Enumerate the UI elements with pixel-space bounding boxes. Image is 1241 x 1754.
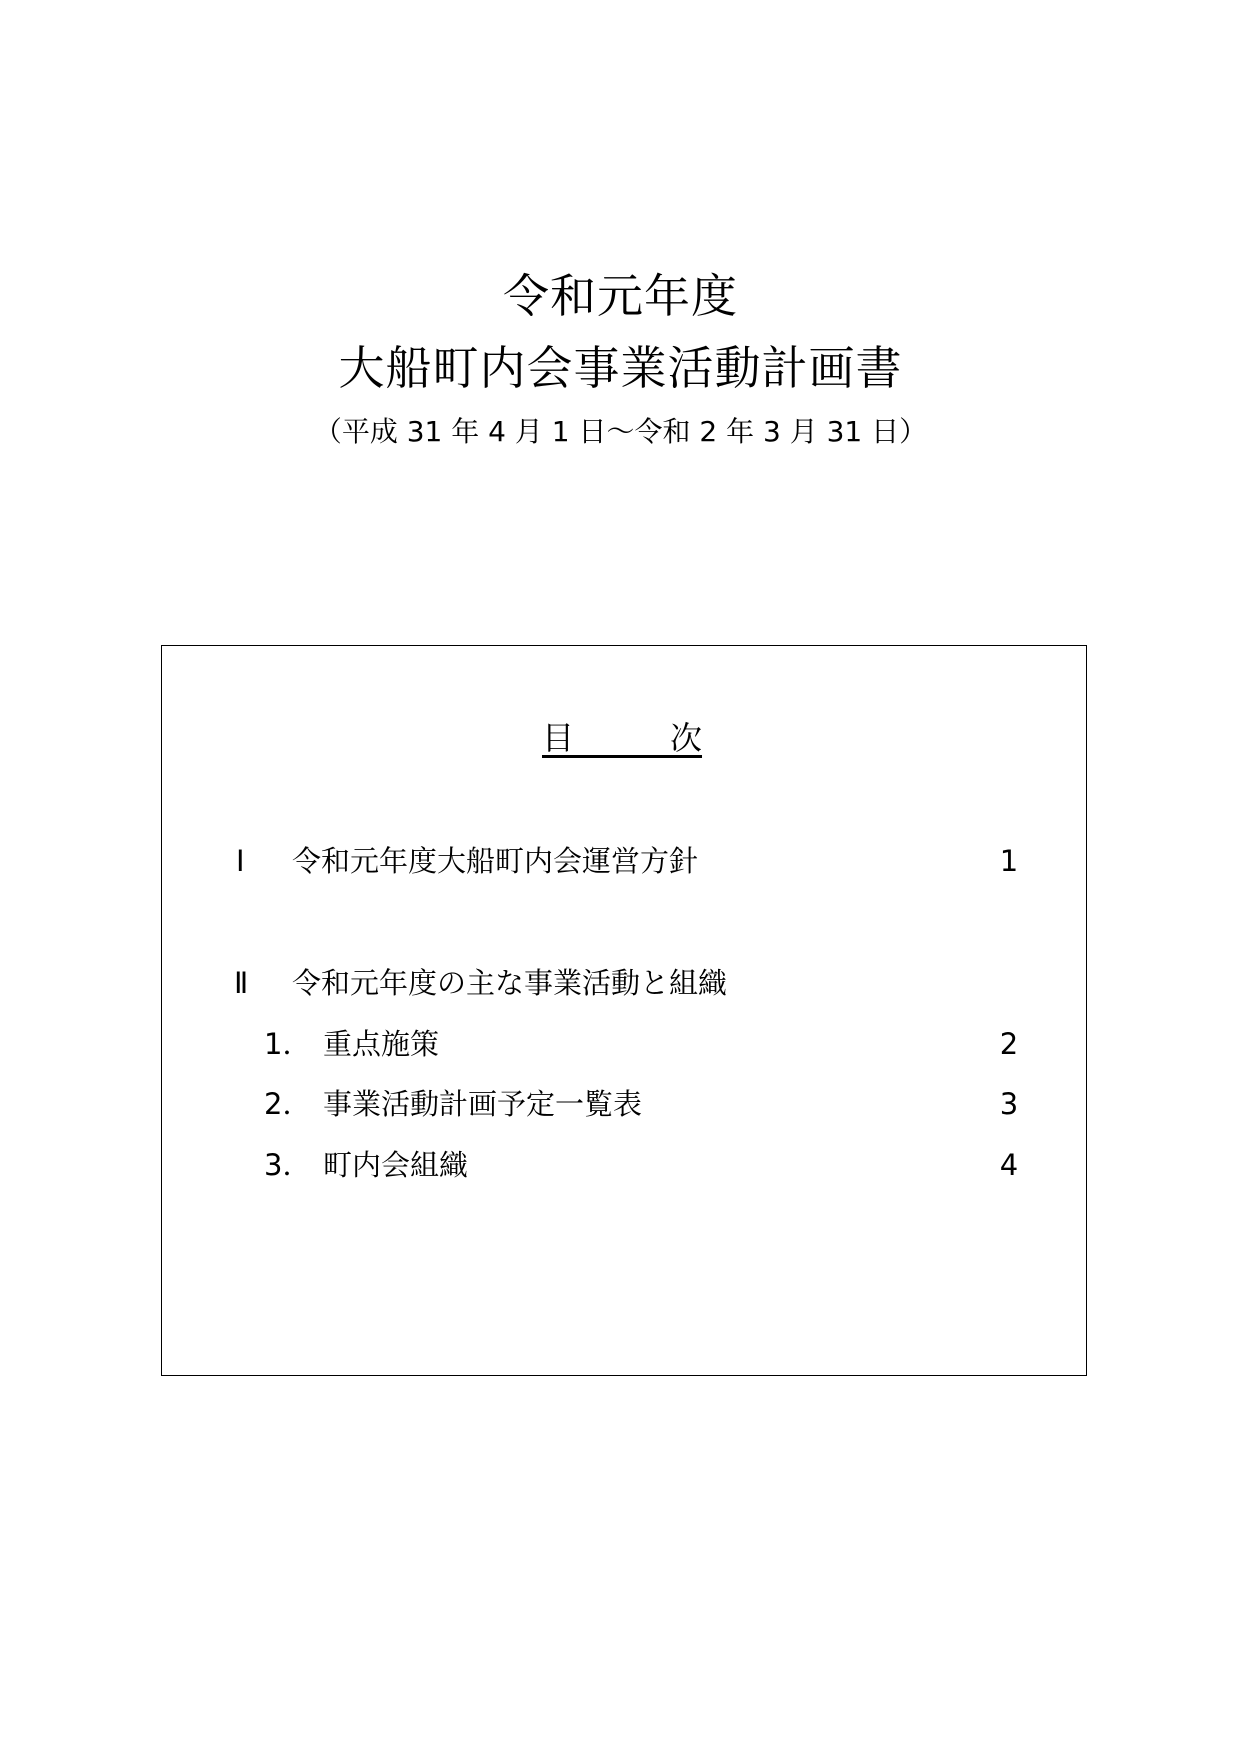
- toc-item-label: 事業活動計画予定一覧表: [323, 1087, 643, 1121]
- toc-section-label: 令和元年度大船町内会運営方針: [292, 844, 699, 878]
- toc-section-label: 令和元年度の主な事業活動と組織: [292, 966, 728, 1000]
- toc-item-number: 2．: [264, 1087, 312, 1121]
- table-of-contents: [161, 645, 1087, 1376]
- toc-section-number: Ⅱ: [234, 966, 249, 1000]
- document-title-year: 令和元年度: [503, 269, 738, 323]
- toc-item-label: 町内会組織: [323, 1148, 469, 1182]
- toc-item-number: 3．: [264, 1148, 312, 1182]
- toc-page-number: 2: [999, 1027, 1019, 1061]
- toc-page-number: 1: [999, 844, 1019, 878]
- toc-item-number: 1．: [264, 1027, 312, 1061]
- toc-section-number: Ⅰ: [236, 844, 245, 878]
- toc-heading: 目 次: [542, 719, 703, 757]
- toc-item-label: 重点施策: [323, 1027, 440, 1061]
- toc-page-number: 3: [999, 1087, 1019, 1121]
- document-title: 大船町内会事業活動計画書: [338, 341, 903, 395]
- toc-page-number: 4: [999, 1148, 1019, 1182]
- document-period: （平成 31 年 4 月 1 日～令和 2 年 3 月 31 日）: [313, 415, 928, 448]
